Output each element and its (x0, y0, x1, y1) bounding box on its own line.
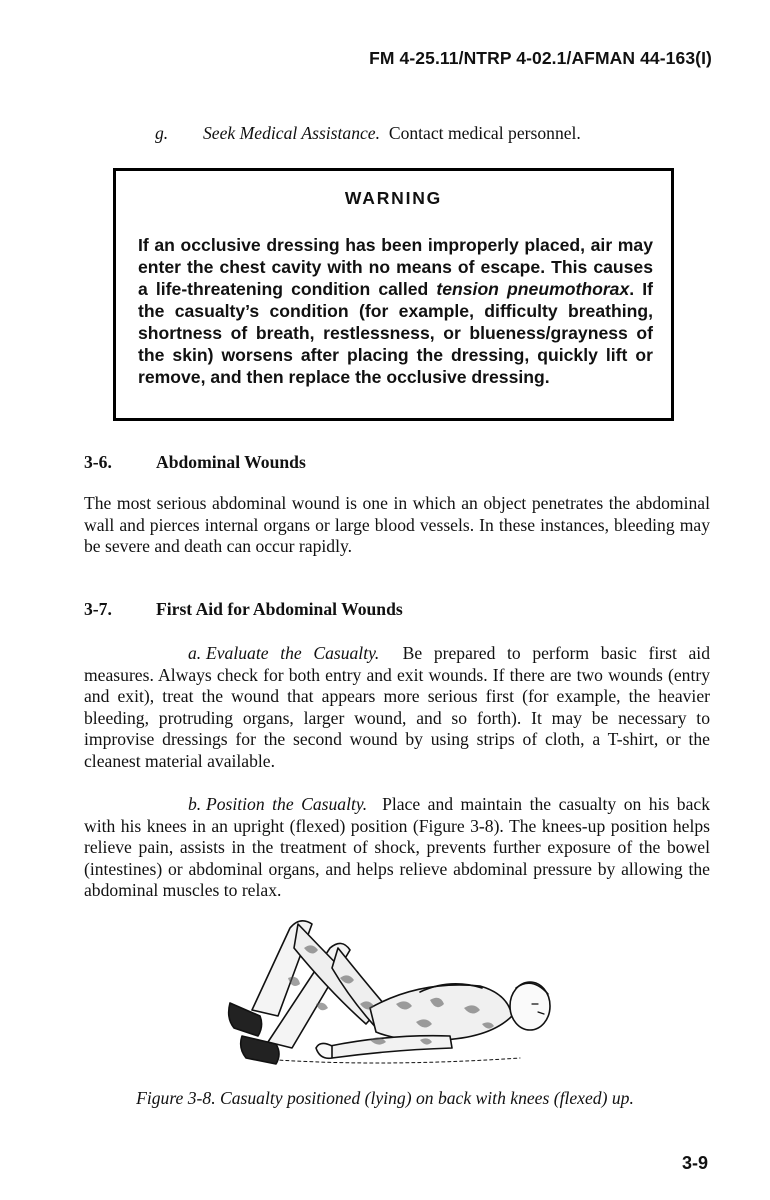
paragraph-a (84, 643, 710, 772)
section-number: 3-6. (84, 452, 112, 472)
section-number: 3-7. (84, 599, 112, 619)
paragraph-text: Contact medical personnel. (388, 123, 581, 143)
section-3-6-text: The most serious abdominal wound is one in which an object penetrates the abdominal wall and pierces internal organs or large blood vessels. In these instances, bleeding may be severe and death can occur rapidly. (84, 493, 710, 556)
warning-text-after: . If the casualty’s condition (for example, difficulty breathing, shortness of breath, restlessness, or blueness/grayness of the skin) worsens after placing the dressing, quickly lift or remove, and then replace the occlusive dressing. (138, 279, 654, 387)
casualty-illustration (220, 908, 560, 1073)
paragraph-b (84, 794, 710, 902)
torso (370, 985, 512, 1040)
warning-text-before: If an occlusive dressing has been improperly placed, air may enter the chest cavity with no means of escape. This causes a life-threatening condition called (138, 235, 653, 299)
document-header: FM 4-25.11/NTRP 4-02.1/AFMAN 44-163(I) (369, 48, 712, 68)
paragraph-title: Evaluate the Casualty. (206, 643, 380, 663)
warning-term: tension pneumothorax (436, 279, 630, 299)
paragraph-g (155, 123, 715, 145)
arm-extended (330, 1036, 452, 1058)
section-heading-3-7 (84, 599, 403, 620)
section-heading-3-6 (84, 452, 306, 473)
paragraph-letter: g. (155, 123, 169, 143)
warning-box (113, 168, 674, 421)
section-title: Abdominal Wounds (156, 452, 306, 472)
paragraph-letter: a. (188, 643, 202, 663)
section-title: First Aid for Abdominal Wounds (156, 599, 403, 619)
figure-caption: Figure 3-8. Casualty positioned (lying) on back with knees (flexed) up. (136, 1088, 634, 1108)
paragraph-text: Place and maintain the casualty on his back with his knees in an upright (flexed) position (Figure 3-8). The knees-up position helps relieve pain, assists in the treatment of shock, prevents further exposure of the bowel (intestines) or abdominal organs, and helps relieve abdominal pressure by allowing the abdominal muscles to relax. (84, 794, 711, 900)
paragraph-title: Seek Medical Assistance. (203, 123, 381, 143)
paragraph-letter: b. (188, 794, 202, 814)
paragraph-title: Position the Casualty. (206, 794, 368, 814)
paragraph-text: Be prepared to perform basic first aid measures. Always check for both entry and exit wounds. If there are two wounds (entry and exit), treat the wound that appears more serious first (for example, the heavier bleeding, protruding organs, larger wound, and so forth). It may be necessary to improvise dressings for the second wound by using strips of cloth, a T-shirt, or the cleanest material available. (84, 643, 710, 771)
warning-text (138, 234, 653, 388)
hand (316, 1043, 332, 1058)
page-number: 3-9 (681, 1153, 708, 1173)
warning-title: WARNING (344, 188, 443, 208)
